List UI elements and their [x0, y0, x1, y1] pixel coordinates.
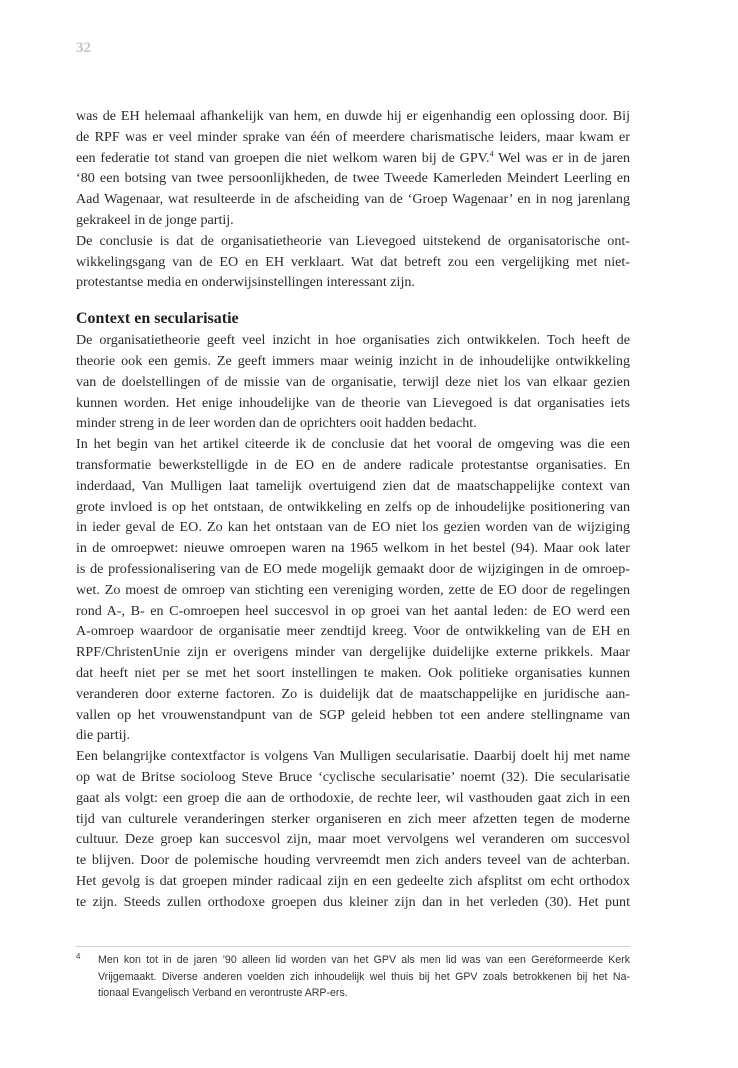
footnote-line: Vrijgemaakt. Diverse anderen voelden zich inhoudelijk wel thuis bij het GPV zoals betrokkenen bij het Na-	[98, 970, 630, 983]
text-line: In het begin van het artikel citeerde ik de conclusie dat het vooral de omgeving was die een	[76, 436, 630, 453]
text-line: in ieder geval de EO. Zo kan het ontstaan van de EO niet los gezien worden van de wijziging	[76, 519, 630, 536]
text-line: te zijn. Steeds zullen orthodoxe groepen dus kleiner zijn dan in het verleden (30). Het punt	[76, 893, 630, 910]
text-segment: Wel was er in de jaren	[493, 149, 631, 166]
text-line: die partij.	[76, 727, 131, 744]
text-line: tijd van culturele veranderingen sterker organiseren en zich meer afzetten tegen de moderne	[76, 810, 630, 827]
text-line: kunnen worden. Het enige inhoudelijke van de theorie van Lievegoed is dat organisaties iets	[76, 394, 630, 411]
footnote-text	[98, 952, 630, 1002]
paragraph	[76, 231, 630, 293]
text-line: in de omroepwet: nieuwe omroepen waren na 1965 welkom in het bestel (94). Maar ook later	[76, 540, 630, 557]
text-line	[76, 148, 630, 169]
text-line: van de doelstellingen of de missie van de organisatie, terwijl deze niet los van elkaar gezien	[76, 373, 630, 390]
text-line: is de professionalisering van de EO mede mogelijk gemaakt door de wijzigingen in de omroep-	[76, 560, 630, 577]
footnote-line: Men kon tot in de jaren ’90 alleen lid worden van het GPV als men lid was van een Gereformeerde Kerk	[98, 954, 630, 966]
text-line: A-omroep waardoor de organisatie meer zendtijd kreeg. Voor de ontwikkeling van de EH en	[76, 623, 630, 640]
footnote-line: tionaal Evangelisch Verband en verontruste ARP-ers.	[98, 987, 348, 999]
text-line: grote invloed is op het ontstaan, de ontwikkeling en zelfs op de inhoudelijke positionering van	[76, 498, 630, 515]
paragraph	[76, 746, 630, 912]
text-segment: een federatie tot stand van groepen die niet welkom waren bij de GPV.	[76, 149, 490, 166]
text-line: wikkelingsgang van de EO en EH verklaart. Wat dat betreft zou een vergelijking met niet-	[76, 253, 630, 270]
text-line: rond A-, B- en C-omroepen heel succesvol in op groei van het aantal leden: de EO werd een	[76, 602, 630, 619]
text-line: Het gevolg is dat groepen minder radicaal zijn en een gedeelte zich afsplitst om echt orthodox	[76, 872, 630, 889]
paragraph	[76, 106, 630, 231]
text-line: de RPF was er veel minder sprake van één of meerdere charismatische leiders, maar kwam er	[76, 128, 630, 145]
text-line: vallen op het vrouwenstandpunt van de SGP geleid hebben tot een andere stellingname van	[76, 706, 630, 723]
text-line: theorie ook een gemis. Ze geeft immers maar weinig inzicht in de inhoudelijke ontwikkeling	[76, 352, 630, 369]
text-line: gaat als volgt: een groep die aan de orthodoxie, de rechte leer, wil vasthouden gaat zich in een	[76, 789, 630, 806]
footnote-number: 4	[76, 952, 81, 961]
text-line: De organisatietheorie geeft veel inzicht in hoe organisaties zich ontwikkelen. Toch heeft de	[76, 332, 630, 349]
text-line: inderdaad, Van Mulligen laat tamelijk overtuigend zien dat de maatschappelijke context van	[76, 477, 630, 494]
text-line: RPF/ChristenUnie zijn er overigens minder van dergelijke duidelijke externe prikkels. Maar	[76, 644, 630, 661]
text-line: te blijven. Door de polemische houding vervreemdt men zich anders teveel van de achterban.	[76, 852, 630, 869]
footnote-divider	[76, 946, 630, 947]
footnote	[76, 952, 630, 1002]
text-line: Aad Wagenaar, wat resulteerde in de afscheiding van de ‘Groep Wagenaar’ en in nog jarenlang	[76, 191, 630, 208]
text-line: wet. Zo moest de omroep van stichting een vereniging worden, zette de EO door de regelingen	[76, 581, 630, 598]
footnote-reference[interactable]: 4	[489, 148, 494, 158]
text-line: protestantse media en onderwijsinstellingen interessant zijn.	[76, 274, 415, 291]
text-line: transformatie bewerkstelligde in de EO en de andere radicale protestantse organisaties. En	[76, 456, 630, 473]
text-line: minder streng in de leer worden dan de oprichters ooit hadden bedacht.	[76, 415, 477, 432]
text-line: op wat de Britse socioloog Steve Bruce ‘cyclische secularisatie’ noemt (32). Die secularisatie	[76, 768, 630, 785]
text-line: De conclusie is dat de organisatietheorie van Lievegoed uitstekend de organisatorische ont-	[76, 232, 630, 249]
section-heading: Context en secularisatie	[76, 310, 239, 328]
body-text	[76, 106, 630, 912]
text-line: ‘80 een botsing van twee persoonlijkheden, de twee Tweede Kamerleden Meindert Leerling en	[76, 170, 630, 187]
text-line: dat heeft niet per se met het soort instellingen te maken. Ook politieke organisaties kunnen	[76, 664, 630, 681]
paragraph	[76, 330, 630, 434]
paragraph	[76, 434, 630, 746]
text-line: Een belangrijke contextfactor is volgens Van Mulligen secularisatie. Daarbij doelt hij met name	[76, 748, 630, 765]
text-line: gekrakeel in de jonge partij.	[76, 211, 234, 228]
text-line: was de EH helemaal afhankelijk van hem, en duwde hij er eigenhandig een oplossing door. Bij	[76, 108, 630, 124]
text-line: veranderen door externe factoren. Zo is duidelijk dat de maatschappelijke en juridische aan-	[76, 685, 630, 702]
text-line: cultuur. Deze groep kan succesvol zijn, maar moet vervolgens wel veranderen om succesvol	[76, 831, 630, 848]
page-number: 32	[76, 40, 91, 56]
